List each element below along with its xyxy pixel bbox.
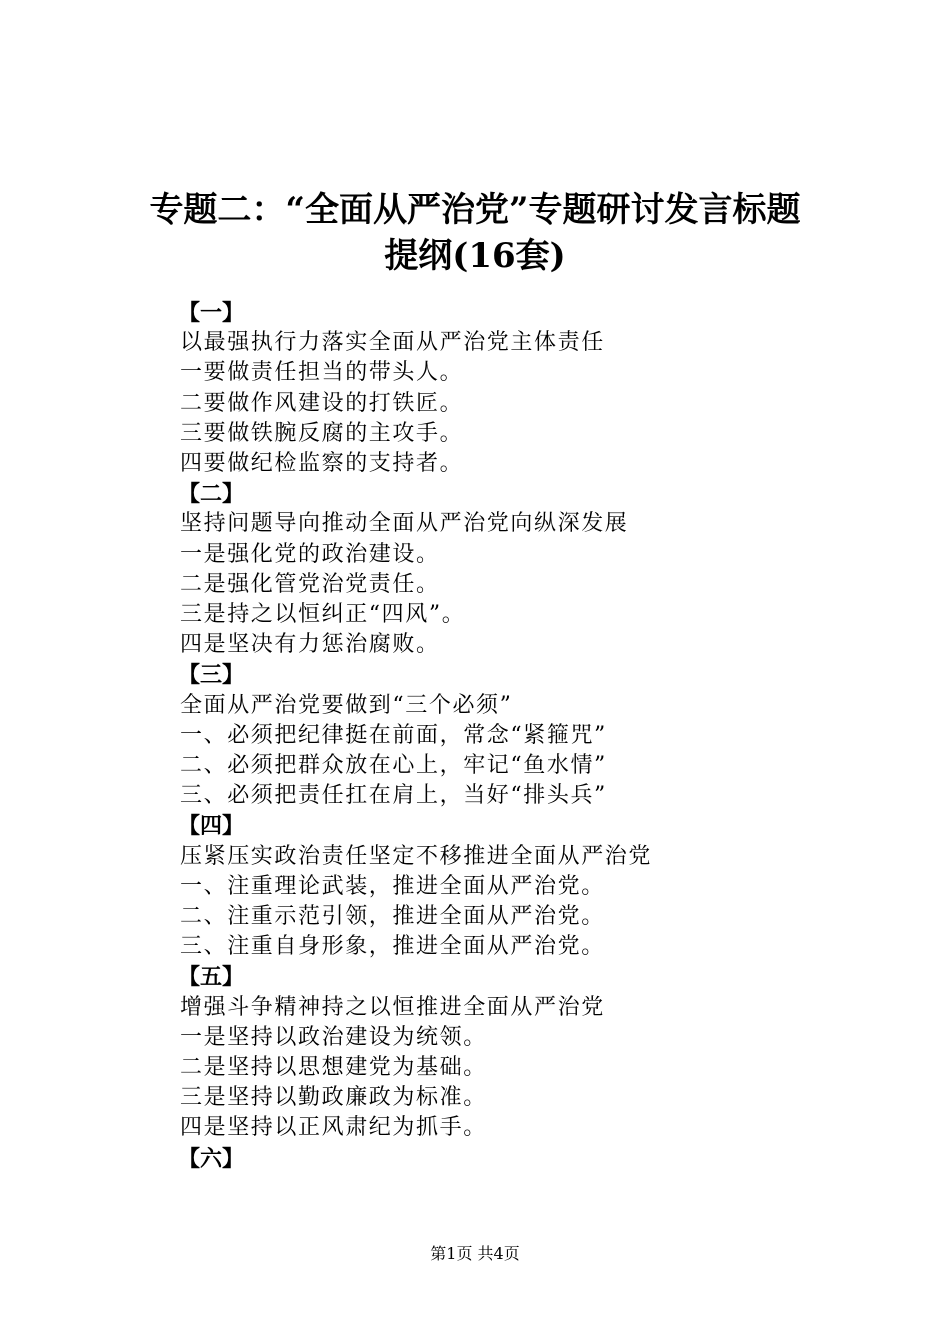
section-header: 【一】 (178, 300, 245, 326)
document-title-line-2: 提纲(16套) (384, 236, 566, 276)
document-body (180, 298, 880, 1174)
section-line: 一是强化党的政治建设。 (180, 541, 440, 567)
section-line: 压紧压实政治责任坚定不移推进全面从严治党 (180, 843, 653, 869)
section-line: 二是强化管党治党责任。 (180, 571, 440, 597)
section-1 (180, 298, 880, 479)
section-line: 一、注重理论武装，推进全面从严治党。 (180, 873, 605, 899)
section-4 (180, 811, 880, 962)
section-line: 三要做铁腕反腐的主攻手。 (180, 420, 464, 446)
section-header: 【二】 (178, 481, 245, 508)
section-line: 三、必须把责任扛在肩上，当好“排头兵” (180, 783, 607, 809)
section-line: 一、必须把纪律挺在前面，常念“紧箍咒” (180, 722, 607, 748)
section-header: 【四】 (178, 813, 245, 840)
section-line: 以最强执行力落实全面从严治党主体责任 (180, 330, 605, 356)
page-footer: 第1页 共4页 (430, 1244, 520, 1263)
section-line: 一要做责任担当的带头人。 (180, 360, 464, 386)
section-line: 二要做作风建设的打铁匠。 (180, 390, 464, 416)
section-line: 二、必须把群众放在心上，牢记“鱼水情” (180, 753, 607, 779)
section-line: 坚持问题导向推动全面从严治党向纵深发展 (180, 511, 629, 537)
section-line: 四是坚决有力惩治腐败。 (180, 632, 440, 658)
section-header: 【五】 (178, 964, 245, 991)
section-line: 二是坚持以思想建党为基础。 (180, 1055, 487, 1081)
section-6 (180, 1144, 880, 1174)
section-line: 增强斗争精神持之以恒推进全面从严治党 (180, 994, 605, 1020)
section-line: 一是坚持以政治建设为统领。 (180, 1024, 487, 1050)
section-5 (180, 962, 880, 1143)
section-line: 四是坚持以正风肃纪为抓手。 (180, 1115, 487, 1141)
section-line: 四要做纪检监察的支持者。 (180, 451, 464, 477)
document-title-line-1: 专题二：“全面从严治党”专题研讨发言标题 (149, 190, 801, 230)
section-line: 三是持之以恒纠正“四风”。 (180, 602, 466, 628)
section-line: 三、注重自身形象，推进全面从严治党。 (180, 934, 605, 960)
section-line: 三是坚持以勤政廉政为标准。 (180, 1085, 487, 1111)
section-line: 二、注重示范引领，推进全面从严治党。 (180, 904, 605, 930)
section-header: 【六】 (178, 1145, 245, 1172)
section-header: 【三】 (178, 662, 245, 689)
section-2 (180, 479, 880, 660)
section-3 (180, 660, 880, 811)
section-line: 全面从严治党要做到“三个必须” (180, 692, 513, 718)
